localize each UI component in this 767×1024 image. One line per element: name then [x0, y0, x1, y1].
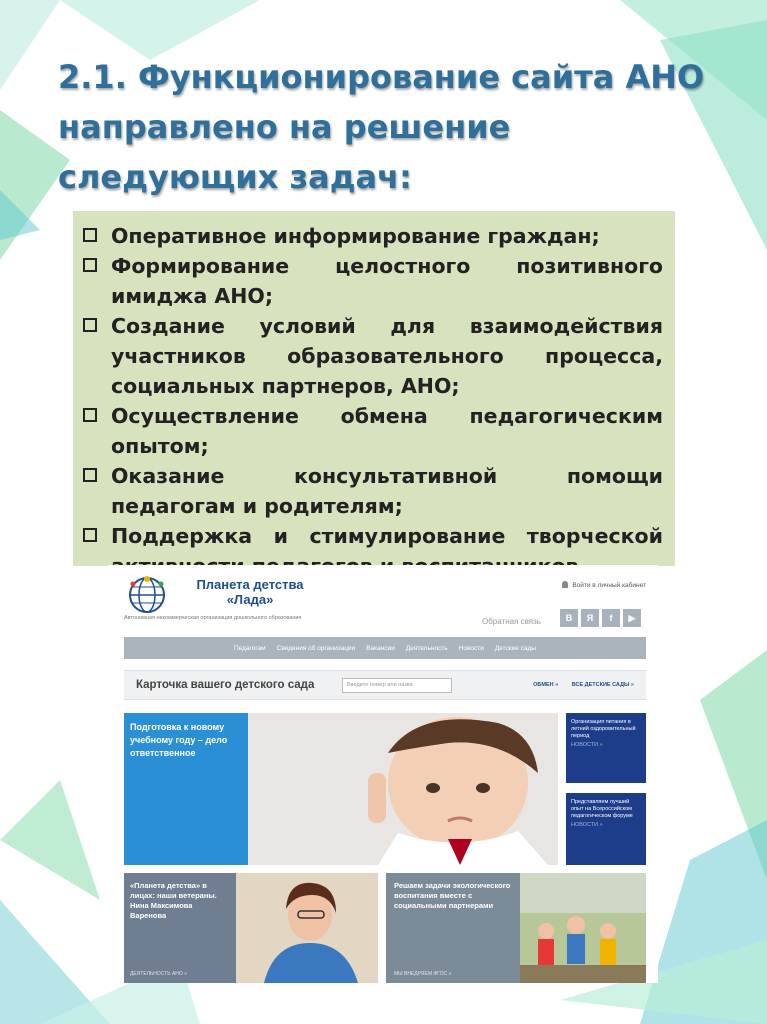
site-nav	[124, 637, 646, 659]
news-card-more[interactable]: НОВОСТИ »	[571, 822, 603, 828]
checkbox-icon	[83, 468, 97, 482]
vk-icon[interactable]: В	[560, 609, 578, 627]
task-text: Поддержка и стимулирование творческой	[111, 524, 663, 548]
title-line: следующих задач:	[58, 158, 412, 196]
facebook-icon[interactable]: f	[602, 609, 620, 627]
task-item	[81, 461, 663, 521]
youtube-icon[interactable]: ▶	[623, 609, 641, 627]
site-name-line: «Лада»	[226, 592, 274, 607]
news-card[interactable]	[566, 793, 646, 865]
card-title: Карточка вашего детского сада	[136, 679, 315, 691]
login-label: Войти в личный кабинет	[572, 582, 646, 589]
nav-item-activity[interactable]: Деятельность	[405, 644, 448, 652]
veterans-link[interactable]: ДЕЯТЕЛЬНОСТЬ АНО »	[130, 971, 187, 977]
checkbox-icon	[83, 318, 97, 332]
ecology-text: Решаем задачи экологического воспитания вместе с социальными партнерами	[394, 881, 511, 910]
website-screenshot	[108, 565, 658, 983]
title-line: 2.1. Функционирование сайта АНО	[58, 58, 705, 96]
card-links	[521, 682, 634, 688]
hero-banner[interactable]	[124, 713, 558, 865]
news-card-more[interactable]: НОВОСТИ »	[571, 742, 603, 748]
exchange-link[interactable]: ОБМЕН »	[533, 682, 559, 688]
site-name[interactable]	[180, 577, 320, 607]
ecology-link[interactable]: МЫ ВНЕДРЯЕМ ФГОС »	[394, 971, 452, 977]
tasks-box	[73, 211, 675, 566]
task-item	[81, 221, 663, 251]
kindergarten-card-bar	[124, 670, 646, 700]
task-text: Формирование целостного позитивного имиджа АНО;	[111, 254, 663, 308]
globe-logo-icon[interactable]	[124, 575, 170, 615]
site-tagline: Автономная некоммерческая организация дошкольного образования	[124, 615, 302, 621]
veterans-text: «Планета детства» в лицах: наши ветераны. Нина Максимова Варенова	[130, 881, 217, 920]
all-kindergartens-link[interactable]: ВСЕ ДЕТСКИЕ САДЫ »	[571, 682, 634, 688]
login-link[interactable]	[562, 581, 646, 589]
hero-text: Подготовка к новому учебному году – дело ответственное	[124, 713, 248, 865]
checkbox-icon	[83, 528, 97, 542]
kindergarten-search-input[interactable]: Введите номер или назва	[342, 678, 452, 693]
site-name-line: Планета детства	[196, 577, 304, 592]
news-card[interactable]	[566, 713, 646, 783]
nav-item-teachers[interactable]: Педагогам	[233, 644, 266, 652]
task-text: Оказание консультативной помощи педагогам и родителям;	[111, 464, 663, 518]
user-icon	[562, 581, 568, 588]
task-text: Осуществление обмена педагогическим опытом;	[111, 404, 663, 458]
ok-icon[interactable]: Я	[581, 609, 599, 627]
checkbox-icon	[83, 228, 97, 242]
checkbox-icon	[83, 258, 97, 272]
child-photo	[248, 713, 558, 865]
tasks-list	[81, 221, 663, 581]
nav-item-news[interactable]: Новости	[458, 644, 484, 652]
task-text: Создание условий для взаимодействия участников образовательного процесса, социальных партнеров, АНО;	[111, 314, 663, 398]
nav-item-about[interactable]: Сведения об организации	[276, 644, 356, 652]
feedback-link[interactable]: Обратная связь	[482, 617, 541, 626]
news-card-text: Организация питания в летний оздоровительный период	[571, 719, 636, 739]
title-line: направлено на решение	[58, 108, 511, 146]
social-icons	[560, 609, 641, 627]
checkbox-icon	[83, 408, 97, 422]
nav-item-kindergartens[interactable]: Детские сады	[494, 644, 537, 652]
news-card-text: Представляем лучший опыт на Всероссийском педагогическом форуме	[571, 799, 633, 819]
ecology-card[interactable]	[386, 873, 646, 983]
slide-title	[58, 52, 718, 202]
nav-item-vacancies[interactable]: Вакансии	[366, 644, 395, 652]
task-text: Оперативное информирование граждан;	[111, 224, 600, 248]
task-item	[81, 251, 663, 311]
task-item	[81, 311, 663, 401]
veterans-card[interactable]	[124, 873, 378, 983]
task-item	[81, 401, 663, 461]
